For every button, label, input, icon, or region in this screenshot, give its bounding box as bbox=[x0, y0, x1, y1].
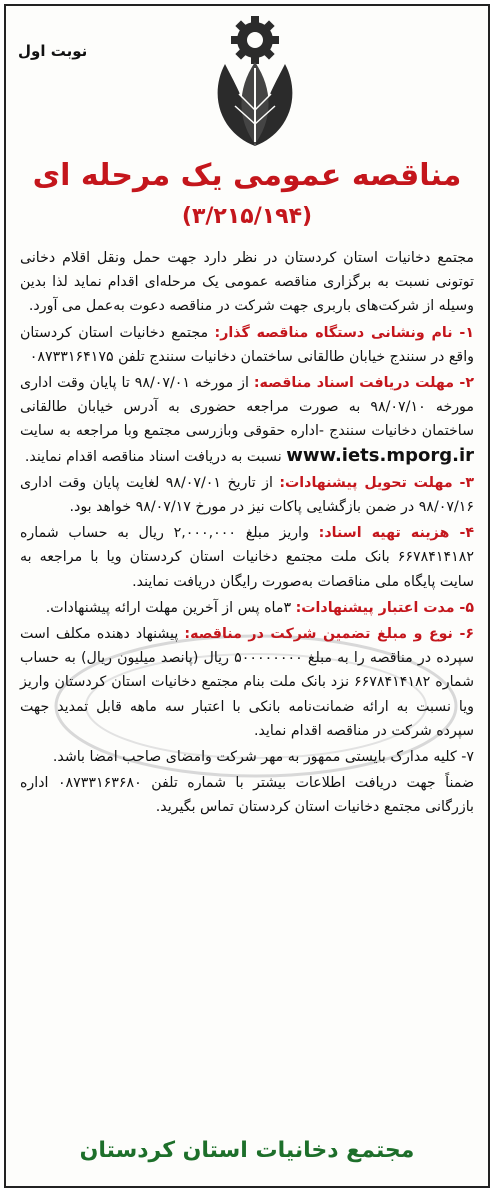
section-1-heading: ۱- نام ونشانی دستگاه مناقصه گذار: bbox=[214, 324, 474, 341]
tender-website-link[interactable]: www.iets.mporg.ir bbox=[286, 444, 474, 466]
publication-turn-label: نوبت اول bbox=[18, 42, 88, 60]
section-6-text: پیشنهاد دهنده مکلف است سپرده در مناقصه را به مبلغ ۵۰۰۰۰۰۰۰۰ ریال (پانصد میلیون ریال) به حساب شماره ۶۶۷۸۴۱۴۱۸۲ نزد بانک ملت بنام مجتمع دخانیات استان کردستان واریز ویا نسبت به ارائه ضمانت‌نامه بانکی با اعتبار سه ماهه قابل تمدید جهت سپرده شرکت در مناقصه اقدام نماید. bbox=[20, 626, 474, 739]
section-2-text-after: نسبت به دریافت اسناد مناقصه اقدام نمایند. bbox=[24, 448, 282, 465]
section-2-heading: ۲- مهلت دریافت اسناد مناقصه: bbox=[253, 375, 474, 392]
issuer-signature: مجتمع دخانیات استان کردستان bbox=[79, 1138, 415, 1163]
tender-body bbox=[20, 246, 474, 822]
section-1 bbox=[20, 321, 474, 369]
section-3-heading: ۳- مهلت تحویل پیشنهادات: bbox=[279, 474, 475, 491]
section-5-heading: ۵- مدت اعتبار پیشنهادات: bbox=[295, 599, 474, 616]
tender-title: مناقصه عمومی یک مرحله ای bbox=[32, 158, 462, 193]
section-1-text: مجتمع دخانیات استان کردستان واقع در سنندج خیابان طالقانی ساختمان دخانیات سنندج تلفن ۰۸۷۳۳۱۶۴۱۷۵ bbox=[20, 324, 474, 365]
section-4 bbox=[20, 521, 474, 594]
tobacco-leaf-gear-logo bbox=[205, 14, 305, 154]
section-2-text-before: از مورخه ۹۸/۰۷/۰۱ تا پایان وقت اداری مورخه ۹۸/۰۷/۱۰ به صورت مراجعه حضوری به آدرس خیابان طالقانی ساختمان دخانیات سنندج -اداره حقوقی وبازرسی مجتمع وبا مراجعه به سایت bbox=[20, 375, 474, 440]
tender-reference-number: (۳/۲۱۵/۱۹۴) bbox=[181, 204, 313, 229]
section-2 bbox=[20, 371, 474, 469]
section-5-text: ۳ماه پس از آخرین مهلت ارائه پیشنهادات. bbox=[45, 599, 292, 616]
advertisement-frame bbox=[4, 4, 490, 1188]
section-7: ۷- کلیه مدارک بایستی ممهور به مهر شرکت وامضای صاحب امضا باشد. bbox=[52, 749, 474, 766]
section-4-heading: ۴- هزینه تهیه اسناد: bbox=[318, 525, 474, 542]
intro-paragraph: مجتمع دخانیات استان کردستان در نظر دارد جهت حمل ونقل اقلام دخانی توتونی نسبت به برگزاری مناقصه عمومی یک مرحله‌ای اقدام نماید لذا بدین وسیله از شرکت‌های باربری جهت شرکت در مناقصه دعوت به‌عمل می آورد. bbox=[20, 250, 474, 315]
section-3 bbox=[20, 471, 474, 519]
section-4-text: واریز مبلغ ۲,۰۰۰,۰۰۰ ریال به حساب شماره ۶۶۷۸۴۱۴۱۸۲ بانک ملت مجتمع دخانیات استان کردستان ویا با مراجعه به سایت پایگاه ملی مناقصات به‌صورت رایگان دریافت نمایند. bbox=[20, 525, 474, 590]
section-6 bbox=[20, 622, 474, 743]
closing-paragraph: ضمناً جهت دریافت اطلاعات بیشتر با شماره تلفن ۰۸۷۳۳۱۶۳۶۸۰ اداره بازرگانی مجتمع دخانیات استان کردستان تماس بگیرید. bbox=[20, 775, 474, 816]
section-6-heading: ۶- نوع و مبلغ تضمین شرکت در مناقصه: bbox=[184, 626, 475, 643]
section-3-text: از تاریخ ۹۸/۰۷/۰۱ لغایت پایان وقت اداری ۹۸/۰۷/۱۶ در ضمن بازگشایی پاکات نیز در مورخ ۹۸/۰۷/۱۷ خواهد بود. bbox=[20, 474, 474, 516]
section-5 bbox=[20, 596, 474, 620]
